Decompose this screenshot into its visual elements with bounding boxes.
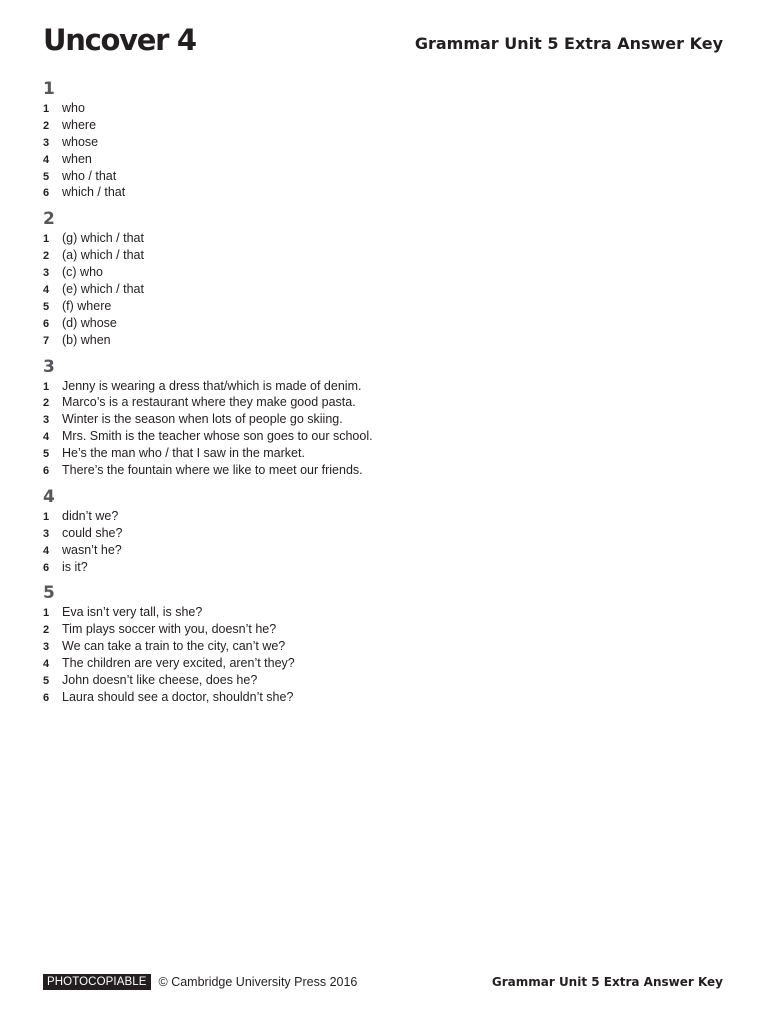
exercise-number: 5 <box>43 583 55 604</box>
answer-text: Tim plays soccer with you, doesn’t he? <box>62 622 277 637</box>
answer-number: 3 <box>43 136 50 149</box>
answer-text: didn’t we? <box>62 508 119 523</box>
answer-item <box>43 559 703 576</box>
answer-text: who <box>62 101 85 115</box>
answer-text: (a) which / that <box>62 248 144 263</box>
answer-text: where <box>62 117 97 132</box>
answer-number: 4 <box>43 658 50 671</box>
answer-text: (c) who <box>62 265 103 280</box>
answer-text: which / that <box>62 185 126 200</box>
answer-item <box>43 542 703 559</box>
exercise-section <box>43 356 703 479</box>
answer-text: is it? <box>62 559 88 574</box>
answer-item <box>43 672 703 689</box>
answer-number: 4 <box>43 153 50 166</box>
answer-item <box>43 247 703 264</box>
answer-number: 2 <box>43 624 50 637</box>
answer-text: Laura should see a doctor, shouldn’t she? <box>62 689 294 704</box>
answer-number: 5 <box>43 448 50 461</box>
answer-number: 5 <box>43 675 50 688</box>
answer-item <box>43 230 703 247</box>
answer-number: 2 <box>43 397 50 410</box>
answer-item <box>43 332 703 349</box>
answer-number: 2 <box>43 119 50 132</box>
exercise-section <box>43 486 703 576</box>
exercise-number: 3 <box>43 356 55 377</box>
answer-text: who / that <box>62 168 117 183</box>
exercise-number: 4 <box>43 486 55 507</box>
answer-item <box>43 604 703 621</box>
answer-key-content <box>43 78 703 713</box>
answer-item <box>43 428 703 445</box>
exercise-number: 1 <box>43 79 55 99</box>
answer-text: (f) where <box>62 298 112 313</box>
answer-number: 4 <box>43 544 50 557</box>
answer-item <box>43 689 703 706</box>
answer-number: 6 <box>43 465 50 478</box>
brand-logo: Uncover 4 <box>43 23 196 57</box>
answer-text: There’s the fountain where we like to meet our friends. <box>62 463 363 478</box>
answer-text: could she? <box>62 525 123 540</box>
answer-text: Eva isn’t very tall, is she? <box>62 605 203 620</box>
answer-number: 4 <box>43 431 50 444</box>
answer-text: He’s the man who / that I saw in the market. <box>62 446 305 461</box>
answer-number: 3 <box>43 414 50 427</box>
answer-item <box>43 462 703 479</box>
answer-item <box>43 525 703 542</box>
answer-item <box>43 298 703 315</box>
answer-item <box>43 100 703 117</box>
answer-item <box>43 281 703 298</box>
answer-item <box>43 508 703 525</box>
answer-number: 5 <box>43 170 50 183</box>
answer-item <box>43 621 703 638</box>
exercise-section <box>43 78 703 201</box>
answer-number: 3 <box>43 267 50 280</box>
answer-text: Marco’s is a restaurant where they make good pasta. <box>62 395 356 410</box>
answer-number: 5 <box>43 300 50 313</box>
answer-text: John doesn’t like cheese, does he? <box>62 673 258 688</box>
answer-number: 1 <box>43 510 50 523</box>
answer-item <box>43 378 703 395</box>
answer-text: Winter is the season when lots of people go skiing. <box>62 412 343 427</box>
answer-item <box>43 445 703 462</box>
answer-item <box>43 264 703 281</box>
exercise-number: 2 <box>43 209 55 230</box>
answer-item <box>43 411 703 428</box>
photocopiable-badge: PHOTOCOPIABLE <box>43 974 151 990</box>
answer-text: We can take a train to the city, can’t we? <box>62 639 286 654</box>
answer-text: whose <box>62 134 99 149</box>
answer-number: 1 <box>43 103 50 115</box>
answer-item <box>43 151 703 168</box>
page-footer <box>43 973 723 991</box>
answer-number: 1 <box>43 607 50 620</box>
answer-item <box>43 655 703 672</box>
answer-item <box>43 394 703 411</box>
answer-number: 6 <box>43 561 50 574</box>
footer-title: Grammar Unit 5 Extra Answer Key <box>491 975 723 989</box>
answer-text: Jenny is wearing a dress that/which is made of denim. <box>62 378 362 393</box>
copyright-notice: © Cambridge University Press 2016 <box>158 975 358 989</box>
answer-item <box>43 184 703 201</box>
answer-number: 1 <box>43 233 50 246</box>
answer-number: 6 <box>43 317 50 330</box>
answer-item <box>43 315 703 332</box>
answer-text: (b) when <box>62 332 111 347</box>
answer-text: Mrs. Smith is the teacher whose son goes to our school. <box>62 429 373 444</box>
exercise-section <box>43 582 703 705</box>
answer-number: 6 <box>43 691 50 704</box>
answer-item <box>43 117 703 134</box>
answer-number: 2 <box>43 250 50 263</box>
footer-left <box>43 974 357 990</box>
answer-text: (e) which / that <box>62 282 144 297</box>
answer-number: 4 <box>43 284 50 297</box>
answer-number: 1 <box>43 380 50 393</box>
answer-item <box>43 134 703 151</box>
answer-item <box>43 638 703 655</box>
answer-text: wasn’t he? <box>62 542 122 557</box>
answer-text: (d) whose <box>62 315 117 330</box>
exercise-section <box>43 208 703 348</box>
answer-number: 3 <box>43 641 50 654</box>
answer-item <box>43 168 703 185</box>
answer-text: The children are very excited, aren’t they? <box>62 656 295 671</box>
answer-number: 6 <box>43 187 50 200</box>
answer-text: (g) which / that <box>62 231 144 246</box>
answer-number: 3 <box>43 527 50 540</box>
answer-text: when <box>62 151 92 166</box>
document-title: Grammar Unit 5 Extra Answer Key <box>414 34 723 53</box>
answer-number: 7 <box>43 334 50 347</box>
